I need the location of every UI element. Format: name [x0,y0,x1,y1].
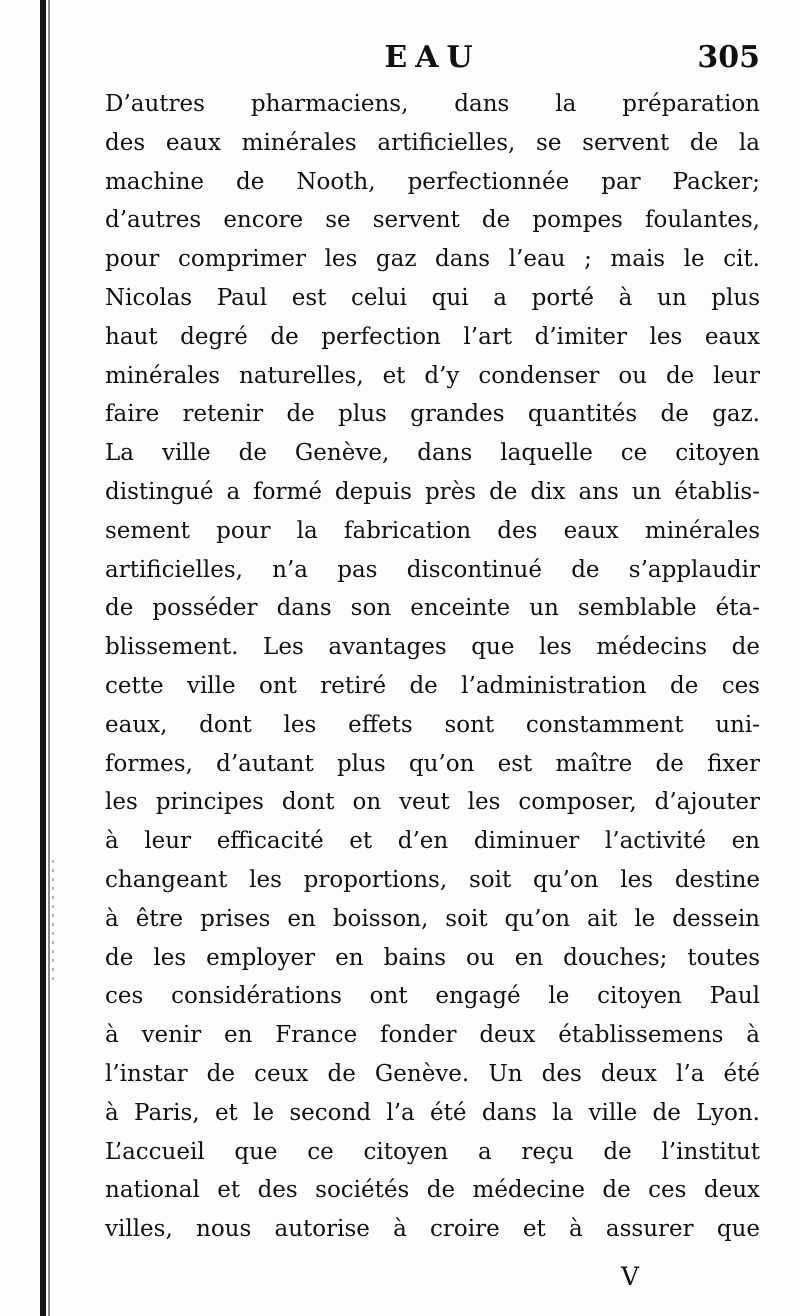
text-line: faire retenir de plus grandes quantités de gaz. [105,401,760,428]
text-line: sement pour la fabrication des eaux minérales [105,517,760,544]
running-title: EAU [384,40,481,75]
page-header [105,40,760,84]
text-line: artificielles, n’a pas discontinué de s’applaudir [105,556,760,583]
text-line: haut degré de perfection l’art d’imiter les eaux [105,323,760,350]
text-line: blissement. Les avantages que les médecins de [105,634,760,661]
text-line: de les employer en bains ou en douches; toutes [105,944,760,971]
signature-mark: V [620,1262,640,1291]
page-binding-edge-secondary [48,0,50,1316]
text-line: à venir en France fonder deux établissemens à [105,1022,760,1049]
text-line: Nicolas Paul est celui qui a porté à un plus [105,284,760,311]
text-line: eaux, dont les effets sont constamment uni- [105,711,760,738]
text-line: cette ville ont retiré de l’administration de ces [105,672,760,699]
text-line: ces considérations ont engagé le citoyen Paul [105,983,760,1010]
text-line: distingué a formé depuis près de dix ans un établis- [105,478,760,505]
text-line: pour comprimer les gaz dans l’eau ; mais le cit. [105,246,760,273]
text-line: de posséder dans son enceinte un semblable éta- [105,595,760,622]
text-line: villes, nous autorise à croire et à assurer que [105,1216,760,1243]
page-binding-edge [40,0,46,1316]
body-text [105,85,760,1249]
text-line: d’autres encore se servent de pompes foulantes, [105,207,760,234]
text-line: les principes dont on veut les composer, d’ajouter [105,789,760,816]
page-scan-speckle [52,860,54,980]
text-line: La ville de Genève, dans laquelle ce citoyen [105,440,760,467]
page-number: 305 [697,40,760,75]
text-line: à leur efficacité et d’en diminuer l’activité en [105,828,760,855]
text-line: formes, d’autant plus qu’on est maître de fixer [105,750,760,777]
text-line: des eaux minérales artificielles, se servent de la [105,129,760,156]
text-line: changeant les proportions, soit qu’on les destine [105,866,760,893]
text-line: L’accueil que ce citoyen a reçu de l’institut [105,1138,760,1165]
text-line: machine de Nooth, perfectionnée par Packer; [105,168,760,195]
text-line: l’instar de ceux de Genève. Un des deux l’a été [105,1060,760,1087]
text-line: national et des sociétés de médecine de ces deux [105,1177,760,1204]
text-line: minérales naturelles, et d’y condenser ou de leur [105,362,760,389]
text-line: à être prises en boisson, soit qu’on ait le dessein [105,905,760,932]
text-line: D’autres pharmaciens, dans la préparation [105,91,760,117]
text-line: à Paris, et le second l’a été dans la ville de Lyon. [105,1099,760,1126]
